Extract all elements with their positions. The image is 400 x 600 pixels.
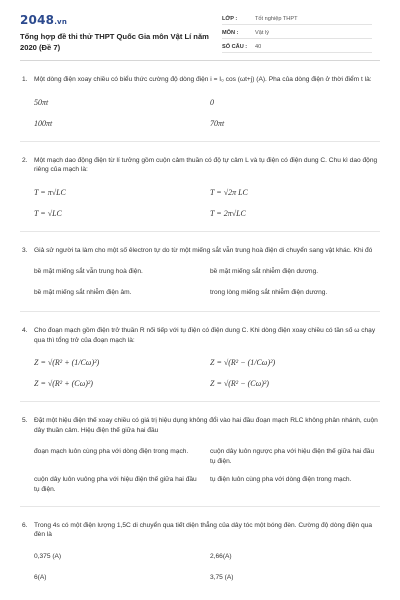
question-text: Cho đoạn mạch gồm điện trở thuần R nối tiếp với tụ điện có điện dung C. Khi dòng điện xoay chiều có tần số ω chạy qua thì tổng trở của đoạn mạch là: [34, 327, 376, 344]
question-text: Đặt một hiệu điện thế xoay chiều có giá trị hiệu dụng không đổi vào hai đầu đoạn mạch RLC không phân nhánh, cuộn dây thuần cảm. Hiệu điện thế giữa hai đầu [34, 417, 378, 434]
question-4 [0, 312, 400, 399]
question-6 [0, 507, 400, 594]
answer-option-a[interactable]: Z = √(R² + (1/Cω)²) [34, 358, 100, 368]
answer-option-c[interactable]: Z = √(R² + (Cω)²) [34, 379, 93, 389]
answer-option-c[interactable]: 100πt [34, 118, 53, 128]
answer-option-a[interactable]: 50πt [34, 97, 49, 107]
meta-subject-label: MÔN : [222, 29, 239, 36]
meta-grade [222, 14, 372, 25]
answer-option-b[interactable]: bề mặt miếng sắt nhiễm điện dương. [210, 268, 319, 276]
answer-option-a[interactable]: đoạn mạch luôn cùng pha với dòng điện trong mạch. [34, 448, 189, 456]
question-number: 1. [22, 76, 28, 83]
question-1 [0, 61, 400, 139]
question-text: Một dòng điện xoay chiều có biểu thức cường độ dòng điện i = I₀ cos (ωt+j) (A). Pha của dòng điện ở thời điểm t là: [34, 76, 372, 83]
question-number: 2. [22, 156, 28, 164]
question-number: 3. [22, 246, 28, 254]
answer-options [34, 97, 378, 139]
question-number: 4. [22, 327, 28, 335]
document-title: Tổng hợp đề thi thử THPT Quốc Gia môn Vật Lí năm 2020 (Đề 7) [20, 32, 209, 52]
question-text: Trong 4s có một điện lượng 1,5C di chuyển qua tiết diện thẳng của dây tóc một bóng đèn. Cường độ dòng điện qua đèn là [34, 521, 372, 539]
answer-options [34, 447, 378, 503]
answer-option-c[interactable]: T = √LC [34, 208, 62, 218]
answer-options [34, 552, 378, 594]
meta-count-label: SỐ CÂU : [222, 43, 248, 50]
answer-option-b[interactable]: 2,66(A) [210, 552, 232, 560]
answer-options [34, 187, 378, 229]
question-3 [0, 232, 400, 310]
answer-option-d[interactable]: trong lòng miếng sắt nhiễm điện dương. [210, 289, 328, 297]
question-number: 6. [22, 521, 28, 529]
question-number: 5. [22, 417, 28, 425]
question-2 [0, 142, 400, 229]
logo-suffix: .vn [54, 18, 68, 26]
question-text: Một mạch dao động điện từ lí tưởng gồm cuộn cảm thuần có độ tự cảm L và tụ điện có điện dung C. Chu kì dao động riêng của mạch là: [34, 156, 378, 174]
question-5 [0, 402, 400, 503]
answer-option-b[interactable]: cuộn dây luôn ngược pha với hiệu điện thế giữa hai đầu tụ điện. [210, 448, 375, 465]
answer-option-a[interactable]: 0,375 (A) [34, 552, 62, 560]
answer-option-d[interactable]: Z = √(R² − (Cω)²) [210, 379, 269, 389]
meta-grade-value: Tốt nghiệp THPT [255, 15, 298, 22]
answer-option-c[interactable]: cuộn dây luôn vuông pha với hiệu điện thế giữa hai đầu tụ điện. [34, 476, 197, 494]
meta-count-value: 40 [255, 43, 262, 50]
answer-option-c[interactable]: 6(A) [34, 573, 47, 581]
logo-main: 2048 [20, 13, 55, 27]
meta-count [222, 42, 372, 53]
answer-option-c[interactable]: bề mặt miếng sắt nhiễm điện âm. [34, 289, 132, 297]
exam-meta [222, 14, 372, 56]
answer-option-d[interactable]: 70πt [210, 118, 225, 128]
answer-option-d[interactable]: 3,75 (A) [210, 573, 234, 581]
answer-option-b[interactable]: T = √2π LC [210, 187, 248, 197]
meta-grade-label: LỚP : [222, 15, 238, 22]
meta-subject [222, 28, 372, 39]
answer-option-b[interactable]: Z = √(R² − (1/Cω)²) [210, 358, 276, 368]
answer-option-a[interactable]: T = π√LC [34, 187, 66, 197]
answer-options [34, 267, 378, 309]
answer-option-d[interactable]: T = 2π√LC [210, 208, 246, 218]
meta-subject-value: Vật lý [255, 29, 269, 36]
answer-option-a[interactable]: bề mặt miếng sắt vẫn trung hoà điện. [34, 268, 143, 276]
answer-options [34, 357, 378, 399]
answer-option-b[interactable]: 0 [210, 97, 214, 107]
question-text: Giả sử người ta làm cho một số êlectron tự do từ một miếng sắt vẫn trung hoà điện di chuyển sang vật khác. Khi đó [34, 246, 373, 254]
answer-option-d[interactable]: tụ điện luôn cùng pha với dòng điện trong mạch. [210, 476, 352, 484]
page-header [0, 0, 400, 60]
